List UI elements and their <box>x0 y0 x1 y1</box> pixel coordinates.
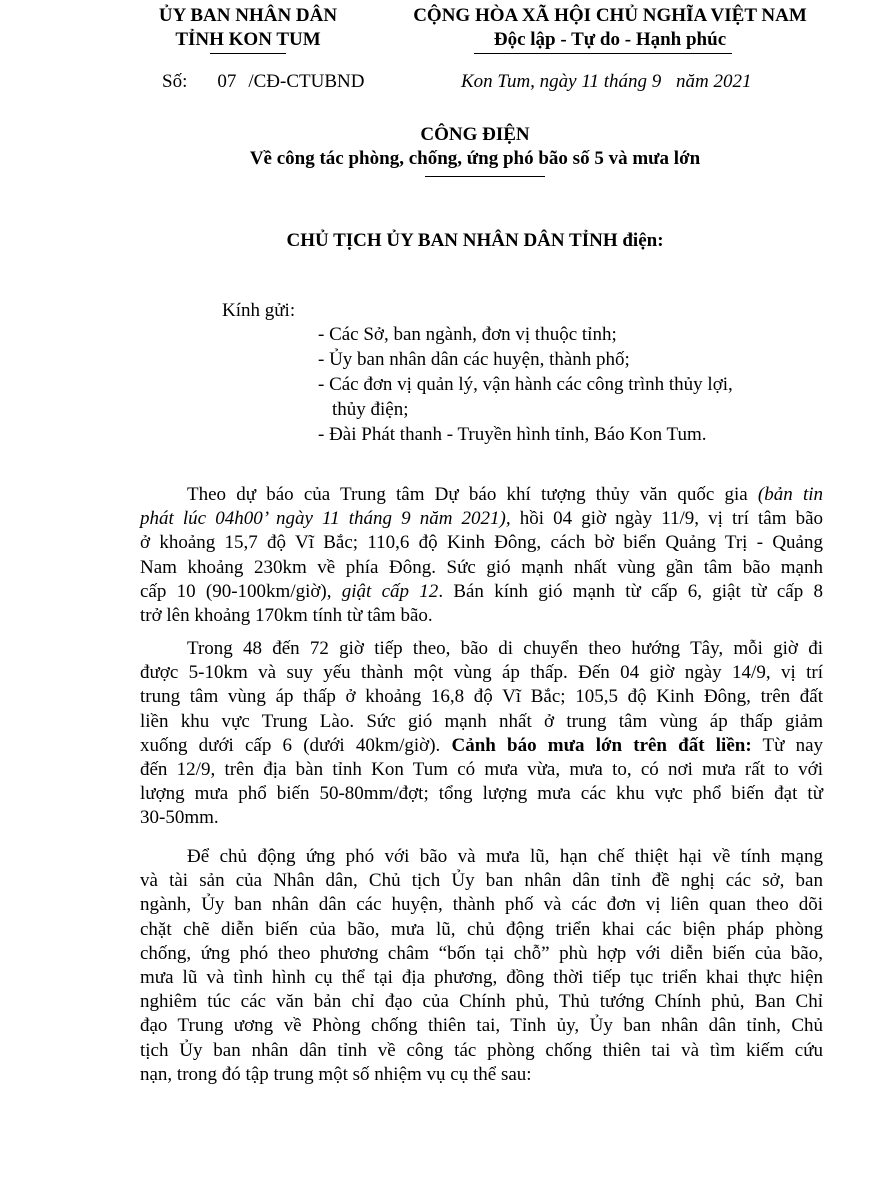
paragraph-line: Theo dự báo của Trung tâm Dự báo khí tượng thủy văn quốc gia (bản tin <box>187 484 823 505</box>
recipients-label: Kính gửi: <box>222 300 296 321</box>
agency-line2: TỈNH KON TUM <box>175 29 321 50</box>
paragraph-line: liền khu vực Trung Lào. Sức gió mạnh nhất ở trung tâm vùng áp thấp giảm <box>140 710 823 732</box>
paragraph-line: ở khoảng 15,7 độ Vĩ Bắc; 110,6 độ Kinh Đông, cách bờ biển Quảng Trị - Quảng <box>140 532 823 554</box>
paragraph-line: được 5-10km và suy yếu thành một vùng áp thấp. Đến 04 giờ ngày 14/9, vị trí <box>140 662 823 684</box>
paragraph-line: đạo Trung ương về Phòng chống thiên tai, Tỉnh ủy, Ủy ban nhân dân tỉnh, Chủ <box>140 1015 823 1037</box>
nation-line1: CỘNG HÒA XÃ HỘI CHỦ NGHĨA VIỆT NAM <box>413 5 807 26</box>
recipient-item: - Đài Phát thanh - Truyền hình tỉnh, Báo Kon Tum. <box>318 424 707 445</box>
issuer-line: CHỦ TỊCH ỦY BAN NHÂN DÂN TỈNH điện: <box>286 230 664 251</box>
paragraph-forecast <box>140 483 823 628</box>
paragraph-line: xuống dưới cấp 6 (dưới 40km/giờ). Cảnh báo mưa lớn trên đất liền: Từ nay <box>140 734 824 756</box>
paragraph-line: Nam khoảng 230km về phía Đông. Sức gió mạnh nhất vùng gần tâm bão mạnh <box>140 556 823 578</box>
paragraph-outlook <box>140 637 823 831</box>
paragraph-line: tịch Ủy ban nhân dân tỉnh về công tác phòng chống thiên tai và tìm kiếm cứu <box>140 1039 823 1061</box>
agency-line1: ỦY BAN NHÂN DÂN <box>158 5 338 26</box>
subtitle-underline <box>425 176 545 177</box>
recipient-item: thủy điện; <box>332 399 409 420</box>
paragraph-directive <box>140 845 823 1087</box>
paragraph-line: nghiêm túc các văn bản chỉ đạo của Chính phủ, Thủ tướng Chính phủ, Ban Chỉ <box>140 991 823 1013</box>
paragraph-line: Để chủ động ứng phó với bão và mưa lũ, hạn chế thiệt hại về tính mạng <box>187 846 823 867</box>
date-day: 11 <box>581 71 599 92</box>
number-suffix: /CĐ-CTUBND <box>248 71 365 92</box>
agency-name <box>128 4 368 52</box>
paragraph-line: chặt chẽ diễn biến của bão, mưa lũ, chủ động triển khai các biện pháp phòng <box>140 918 823 940</box>
month-label: tháng <box>603 71 647 92</box>
paragraph-line: phát lúc 04h00’ ngày 11 tháng 9 năm 2021), hồi 04 giờ ngày 11/9, vị trí tâm bão <box>140 508 824 530</box>
document-title: CÔNG ĐIỆN <box>420 124 530 145</box>
national-motto <box>385 4 835 52</box>
paragraph-line: cấp 10 (90-100km/giờ), giật cấp 12. Bán kính gió mạnh từ cấp 6, giật từ cấp 8 <box>140 580 823 602</box>
recipient-item: - Các đơn vị quản lý, vận hành các công trình thủy lợi, <box>318 374 733 395</box>
paragraph-line: 30-50mm. <box>140 807 219 829</box>
paragraph-line: chống, ứng phó theo phương châm “bốn tại chỗ” phù hợp với diễn biến của bão, <box>140 942 823 964</box>
paragraph-line: và tài sản của Nhân dân, Chủ tịch Ủy ban nhân dân tỉnh đề nghị các sở, ban <box>140 870 823 892</box>
year-label: năm <box>675 71 709 92</box>
paragraph-line: nạn, trong đó tập trung một số nhiệm vụ cụ thể sau: <box>140 1063 532 1085</box>
agency-underline <box>210 53 286 54</box>
place-date-prefix: Kon Tum, ngày <box>461 71 577 92</box>
place-date <box>461 70 751 94</box>
paragraph-line: trở lên khoảng 170km tính từ tâm bão. <box>140 605 433 627</box>
paragraph-line: ngành, Ủy ban nhân dân các huyện, thành phố và các đơn vị liên quan theo dõi <box>140 894 823 916</box>
paragraph-line: đến 12/9, trên địa bàn tỉnh Kon Tum có mưa vừa, mưa to, có nơi mưa rất to với <box>140 759 823 781</box>
paragraph-line: mưa lũ và tình hình cụ thể tại địa phương, đồng thời tiếp tục triển khai thực hiện <box>140 967 823 989</box>
recipient-item: - Ủy ban nhân dân các huyện, thành phố; <box>318 349 630 370</box>
paragraph-line: Trong 48 đến 72 giờ tiếp theo, bão di chuyển theo hướng Tây, mỗi giờ đi <box>187 638 823 659</box>
document-number <box>162 70 364 94</box>
motto-underline <box>474 53 732 54</box>
number-label: Số: <box>162 71 188 92</box>
date-year: 2021 <box>713 71 752 92</box>
paragraph-line: lượng mưa phổ biến 50-80mm/đợt; tổng lượng mưa các khu vực phổ biến đạt từ <box>140 783 823 805</box>
paragraph-line: trung tâm vùng áp thấp ở khoảng 16,8 độ Vĩ Bắc; 105,5 độ Kinh Đông, trên đất <box>140 686 823 708</box>
recipient-item: - Các Sở, ban ngành, đơn vị thuộc tỉnh; <box>318 324 617 345</box>
number-value: 07 <box>217 71 237 92</box>
date-month: 9 <box>651 71 662 92</box>
document-subtitle: Về công tác phòng, chống, ứng phó bão số 5 và mưa lớn <box>249 148 701 169</box>
nation-line2: Độc lập - Tự do - Hạnh phúc <box>493 29 727 50</box>
